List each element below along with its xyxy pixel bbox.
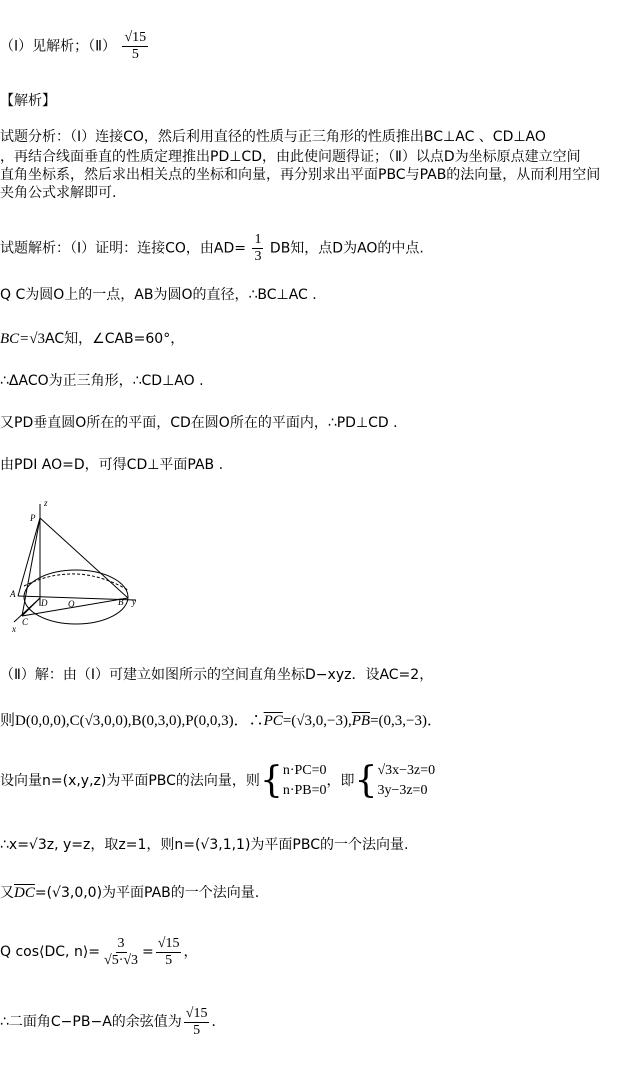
edge-pb [40, 518, 128, 598]
cos-frac-2-num: √15 [157, 935, 180, 951]
analysis-line-3: 直角坐标系，然后求出相关点的坐标和向量，再分别求出平面PBC与PAB的法向量，从而利用空间 [0, 167, 601, 183]
part2-line-3 [0, 756, 435, 806]
cos-fraction-2 [156, 936, 182, 969]
part2-l3-a: 设向量n=(x,y,z)为平面PBC的法向量，则 [0, 773, 260, 789]
label-b: B [118, 597, 124, 607]
cos-frac-2-den: 5 [165, 952, 173, 968]
solution-l3-c: AC知，∠CAB=60°， [45, 331, 185, 347]
final-frac-den: 5 [193, 1022, 201, 1038]
solution-l1-text: 试题解析：（Ⅰ）证明：连接CO，由AD= [0, 240, 247, 257]
solution-l3-sqrt: √3 [29, 331, 46, 347]
analysis-header: 【解析】 [0, 93, 56, 109]
part2-line-4: ∴x=√3z, y=z，取z=1，则n=(√3,1,1)为平面PBC的一个法向量. [0, 837, 409, 853]
part2-l6-c: ， [183, 944, 198, 960]
part2-line-5 [0, 884, 259, 902]
part2-l2-c: ,0,0),B(0,3,0),P(0,0,3)．∴ [100, 713, 264, 729]
analysis-line-4: 夹角公式求解即可. [0, 185, 117, 201]
label-p: P [30, 513, 36, 523]
part2-l3-b: ，即 [326, 773, 355, 789]
solution-line-4: ∴ΔACO为正三角形，∴CD⊥AO . [0, 373, 204, 389]
solution-l1-tail: DB知，点D为AO的中点. [269, 240, 424, 257]
part2-vec-dc: $\overline{DC}$ [14, 885, 35, 901]
system-1-row-2: n·PB=0 [282, 783, 327, 798]
part2-l6-a: Q cos⟨DC, n⟩= [0, 944, 101, 960]
part2-l6-b: = [142, 944, 154, 960]
system-1 [260, 761, 327, 801]
system-2-row-1: √3x−3z=0 [377, 763, 436, 778]
answer-frac-num: √15 [124, 30, 147, 45]
system-2 [355, 761, 436, 801]
cos-fraction-1 [102, 936, 140, 969]
solution-line-6: 由PDI AO=D，可得CD⊥平面PAB . [0, 457, 224, 473]
edge-pa [18, 518, 40, 596]
label-c: C [22, 617, 29, 627]
solution-l1-fraction [252, 232, 263, 265]
part2-l2-i: =(0,3,−3)． [370, 713, 442, 729]
part2-line-7 [0, 1002, 225, 1042]
solution-l3-a: BC= [0, 331, 30, 347]
part2-l7-b: ． [211, 1014, 226, 1030]
answer-line [0, 30, 150, 63]
part2-l7-a: ∴二面角C−PB−A的余弦值为 [0, 1014, 182, 1030]
part2-line-1: （Ⅱ）解：由（Ⅰ）可建立如图所示的空间直角坐标D−xyz．设AC=2， [0, 667, 434, 683]
label-a: A [10, 589, 16, 599]
label-z: z [44, 498, 48, 508]
part2-l2-a: 则D(0,0,0),C( [0, 713, 85, 729]
cone-figure [8, 498, 148, 638]
system-1-row-1: n·PC=0 [282, 763, 327, 778]
part2-line-2 [0, 712, 442, 730]
final-fraction [184, 1006, 210, 1039]
label-d: D [41, 598, 48, 608]
solution-line-1 [0, 232, 424, 265]
answer-text: （Ⅰ）见解析；（Ⅱ） [0, 38, 117, 55]
part2-l2-e: =( [282, 713, 297, 729]
solution-l1-frac-den: 3 [254, 249, 262, 264]
solution-line-5: 又PD垂直圆O所在的平面，CD在圆O所在的平面内，∴PD⊥CD . [0, 415, 398, 431]
label-o: O [68, 599, 75, 609]
part2-l5-c: =(√3,0,0)为平面PAB的一个法向量. [34, 885, 260, 901]
system-2-row-2: 3y−3z=0 [377, 783, 428, 798]
final-frac-num: √15 [185, 1005, 208, 1021]
solution-line-2: Q C为圆O上的一点，AB为圆O的直径，∴BC⊥AC . [0, 287, 317, 303]
system-2-brace: { [354, 760, 378, 801]
label-y: y [132, 597, 136, 607]
part2-vec-pb: $\overline{PB}$ [351, 713, 371, 729]
answer-fraction [122, 30, 148, 63]
system-1-brace: { [259, 760, 283, 801]
solution-l1-frac-num: 1 [254, 232, 262, 247]
part2-vec-pc: $\overline{PC}$ [263, 713, 283, 729]
part2-l5-a: 又 [0, 885, 14, 901]
part2-l2-f: √3 [296, 713, 313, 729]
part2-l2-b: √3 [84, 713, 101, 729]
solution-line-3 [0, 330, 184, 348]
cos-frac-1-den: √5·√3 [104, 952, 139, 968]
label-x: x [12, 624, 16, 634]
part2-line-6 [0, 932, 197, 972]
part2-l2-g: ,0,−3), [312, 713, 352, 729]
analysis-line-1: 试题分析：（Ⅰ）连接CO，然后利用直径的性质与正三角形的性质推出BC⊥AC 、CD⊥AO [0, 129, 546, 145]
analysis-line-2: ，再结合线面垂直的性质定理推出PD⊥CD，由此使问题得证；（Ⅱ）以点D为坐标原点建立空间 [0, 149, 581, 165]
answer-frac-den: 5 [131, 47, 139, 62]
cos-frac-1-num: 3 [117, 935, 125, 951]
